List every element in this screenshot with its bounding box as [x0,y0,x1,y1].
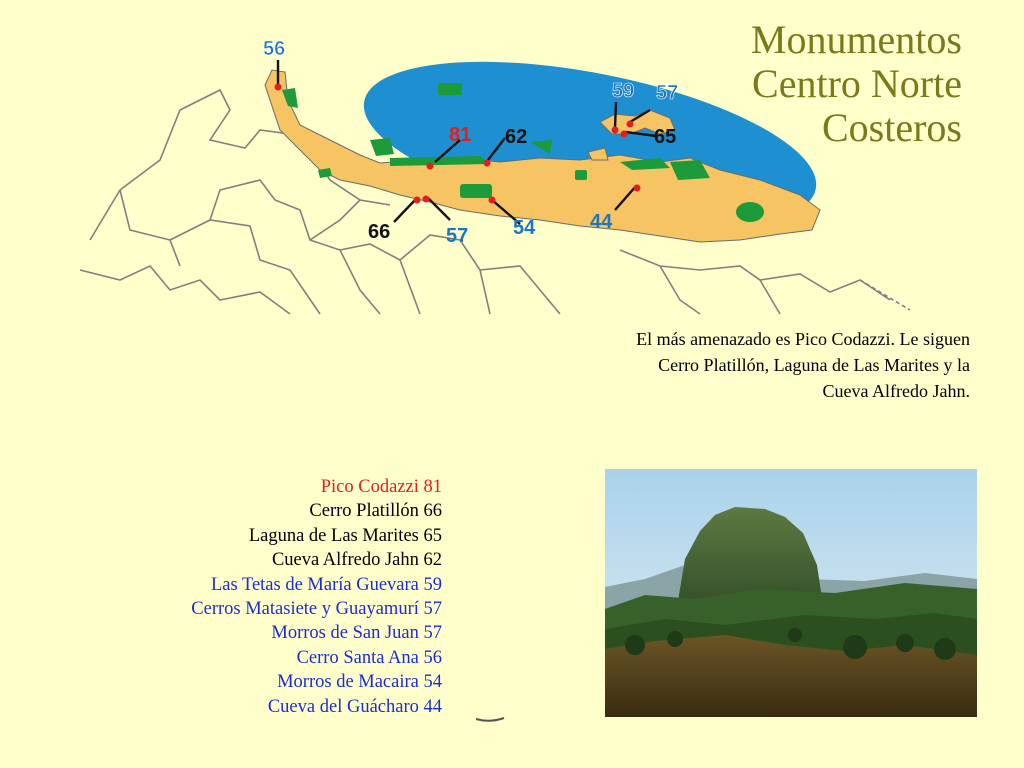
ranking-item: Pico Codazzi 81 [320,477,442,497]
map-label-56: 56 [263,38,286,60]
ranking-item: Morros de Macaira 54 [277,672,442,693]
coastal-map [60,30,920,316]
description-line-1: El más amenazado es Pico Codazzi. Le siguen [636,329,970,349]
map-label-59: 59 [612,80,635,102]
map-label-66: 66 [368,221,391,243]
description-line-3: Cueva Alfredo Jahn. [822,381,970,401]
ranking-item: Cueva del Guácharo 44 [267,696,442,717]
ranking-item: Cerro Santa Ana 56 [296,647,442,668]
title-line-3: Costeros [822,105,962,150]
map-label-81: 81 [449,124,472,146]
ranking-item: Las Tetas de María Guevara 59 [210,574,442,595]
ranking-item: Cueva Alfredo Jahn 62 [271,550,442,571]
ranking-item: Cerros Matasiete y Guayamurí 57 [191,599,442,620]
map-label-62: 62 [505,126,528,148]
map-label-65: 65 [654,126,677,148]
map-label-57-north: 57 [656,82,679,104]
map-label-57-south: 57 [446,225,469,247]
map-label-44: 44 [590,211,613,233]
ranking-list [40,475,442,719]
ranking-item: Cerro Platillón 66 [309,501,442,522]
landscape-photo [605,469,977,717]
description-text [470,326,970,404]
ranking-item: Morros de San Juan 57 [271,623,442,644]
decorative-mark [474,716,506,722]
title-line-1: Monumentos [750,17,962,62]
description-line-2: Cerro Platillón, Laguna de Las Marites y la [658,355,970,375]
ranking-item: Laguna de Las Marites 65 [248,525,442,546]
title-line-2: Centro Norte [752,61,962,106]
map-label-54: 54 [513,217,536,239]
